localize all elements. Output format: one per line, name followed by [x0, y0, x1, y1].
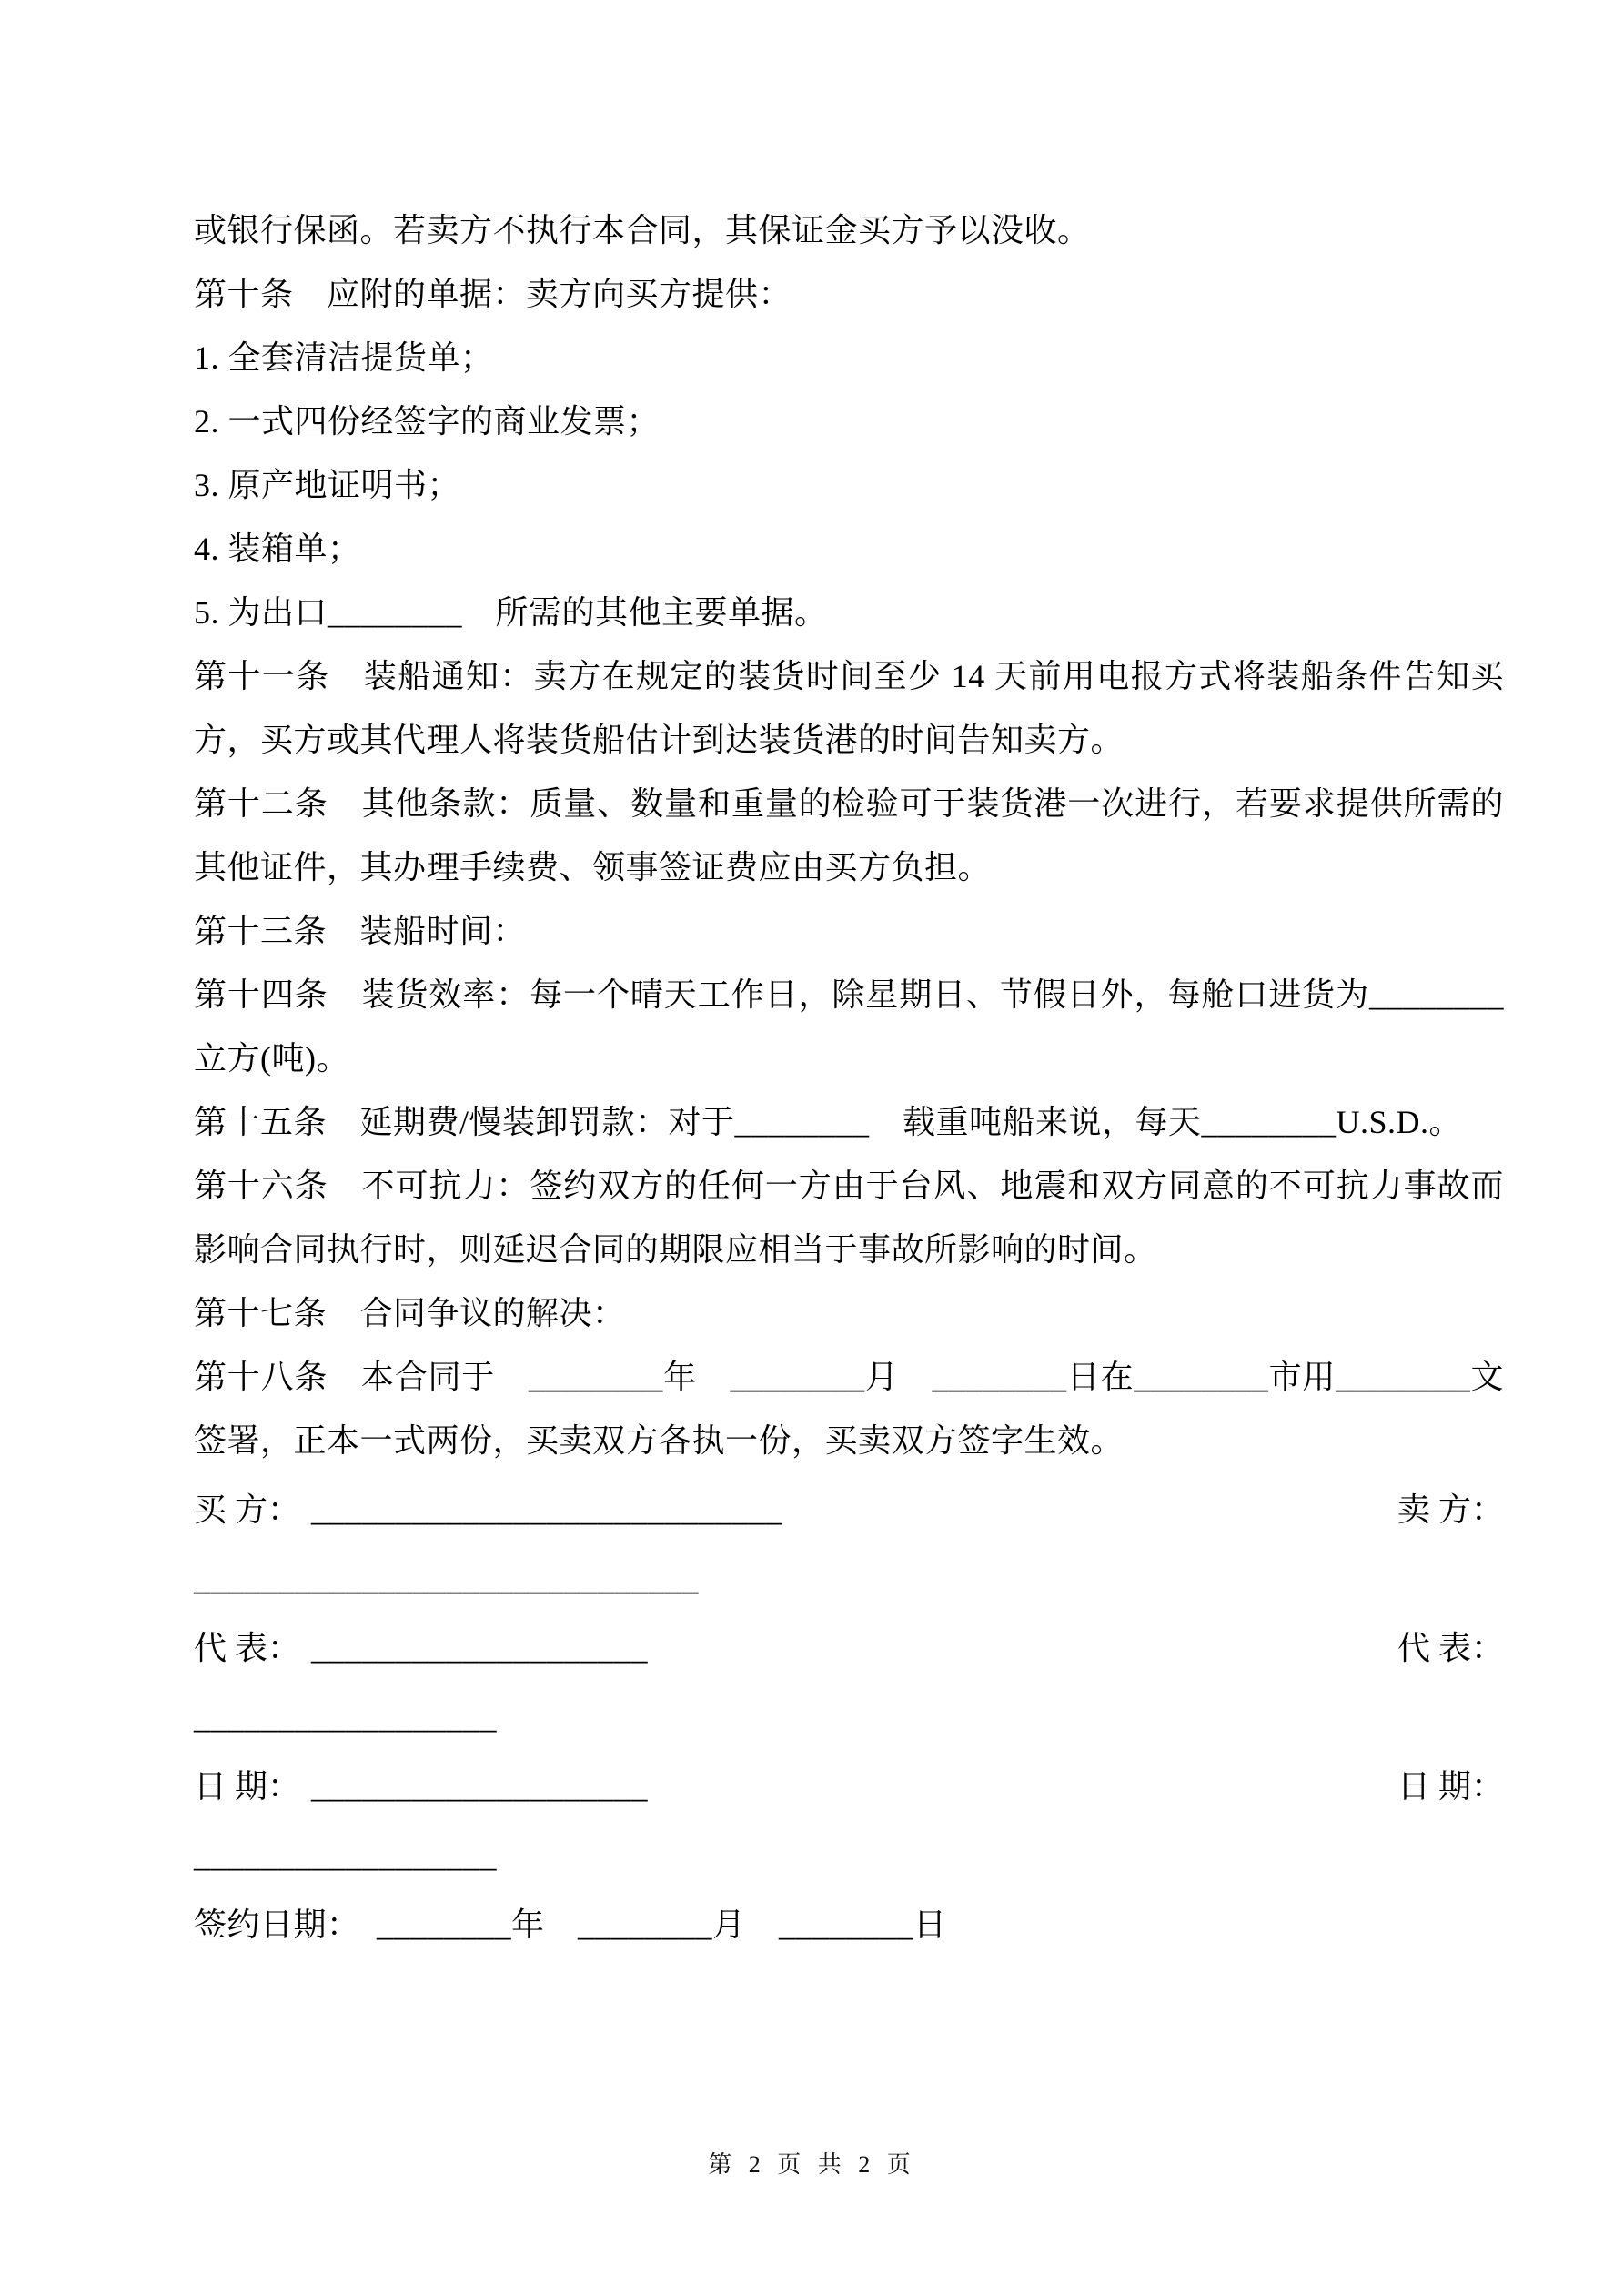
clause-10-item-1: 1. 全套清洁提货单； — [194, 339, 494, 376]
clause-17-dispute-resolution: 第十七条 合同争议的解决： — [194, 1295, 626, 1331]
contract-body — [194, 198, 1504, 1957]
buyer-signature-line-2: ______________________________ — [194, 1561, 699, 1597]
clause-10-item-5: 5. 为出口________ 所需的其他主要单据。 — [194, 594, 828, 631]
buyer-date-label: 日 期： — [194, 1768, 301, 1805]
buyer-signature-line: ____________________________ — [311, 1492, 783, 1528]
clause-10-item-2: 2. 一式四份经签字的商业发票； — [194, 403, 661, 440]
representative-row — [194, 1616, 1504, 1680]
seller-representative-label: 代 表： — [1397, 1630, 1504, 1666]
clause-14-loading-rate: 第十四条 装货效率：每一个晴天工作日，除星期日、节假日外，每舱口进货为________立方(吨)。 — [194, 976, 1504, 1077]
signing-date-line: 签约日期： ________年 ________月 ________日 — [194, 1907, 947, 1943]
clause-10-item-4: 4. 装箱单； — [194, 531, 361, 567]
signature-section — [194, 1478, 1504, 1957]
clause-15-demurrage: 第十五条 延期费/慢装卸罚款：对于________ 载重吨船来说，每天________U.S.D.。 — [194, 1104, 1463, 1140]
buyer-representative-block — [194, 1616, 648, 1680]
buyer-representative-line-2: __________________ — [194, 1699, 497, 1735]
buyer-label: 买 方： — [194, 1492, 301, 1528]
paragraph-guarantee-continuation: 或银行保函。若卖方不执行本合同，其保证金买方予以没收。 — [194, 212, 1091, 248]
buyer-date-block — [194, 1755, 648, 1818]
clause-16-force-majeure: 第十六条 不可抗力：签约双方的任何一方由于台风、地震和双方同意的不可抗力事故而影响合同执行时，则延迟合同的期限应相当于事故所影响的时间。 — [194, 1168, 1504, 1268]
buyer-representative-label: 代 表： — [194, 1630, 301, 1666]
clause-18-signing-terms: 第十八条 本合同于 ________年 ________月 ________日在________市用________文签署，正本一式两份，买卖双方各执一份，买卖双方签字生效。 — [194, 1359, 1504, 1459]
seller-label: 卖 方： — [1397, 1492, 1504, 1528]
clause-10-heading: 第十条 应附的单据：卖方向买方提供： — [194, 276, 792, 312]
clause-10-item-3: 3. 原产地证明书； — [194, 467, 461, 503]
buyer-seller-row — [194, 1478, 1504, 1542]
buyer-date-line: ____________________ — [311, 1768, 649, 1805]
clause-11-shipping-notice: 第十一条 装船通知：卖方在规定的装货时间至少 14 天前用电报方式将装船条件告知买方，买方或其代理人将装货船估计到达装货港的时间告知卖方。 — [194, 658, 1504, 758]
clause-12-other-terms: 第十二条 其他条款：质量、数量和重量的检验可于装货港一次进行，若要求提供所需的其他证件，其办理手续费、领事签证费应由买方负担。 — [194, 785, 1504, 885]
seller-date-label: 日 期： — [1397, 1768, 1504, 1805]
date-row — [194, 1755, 1504, 1818]
buyer-signature-block — [194, 1478, 782, 1542]
buyer-date-line-2: __________________ — [194, 1837, 497, 1874]
buyer-representative-line: ____________________ — [311, 1630, 649, 1666]
clause-13-shipping-time: 第十三条 装船时间： — [194, 913, 527, 949]
page-footer: 第 2 页 共 2 页 — [708, 2151, 916, 2178]
